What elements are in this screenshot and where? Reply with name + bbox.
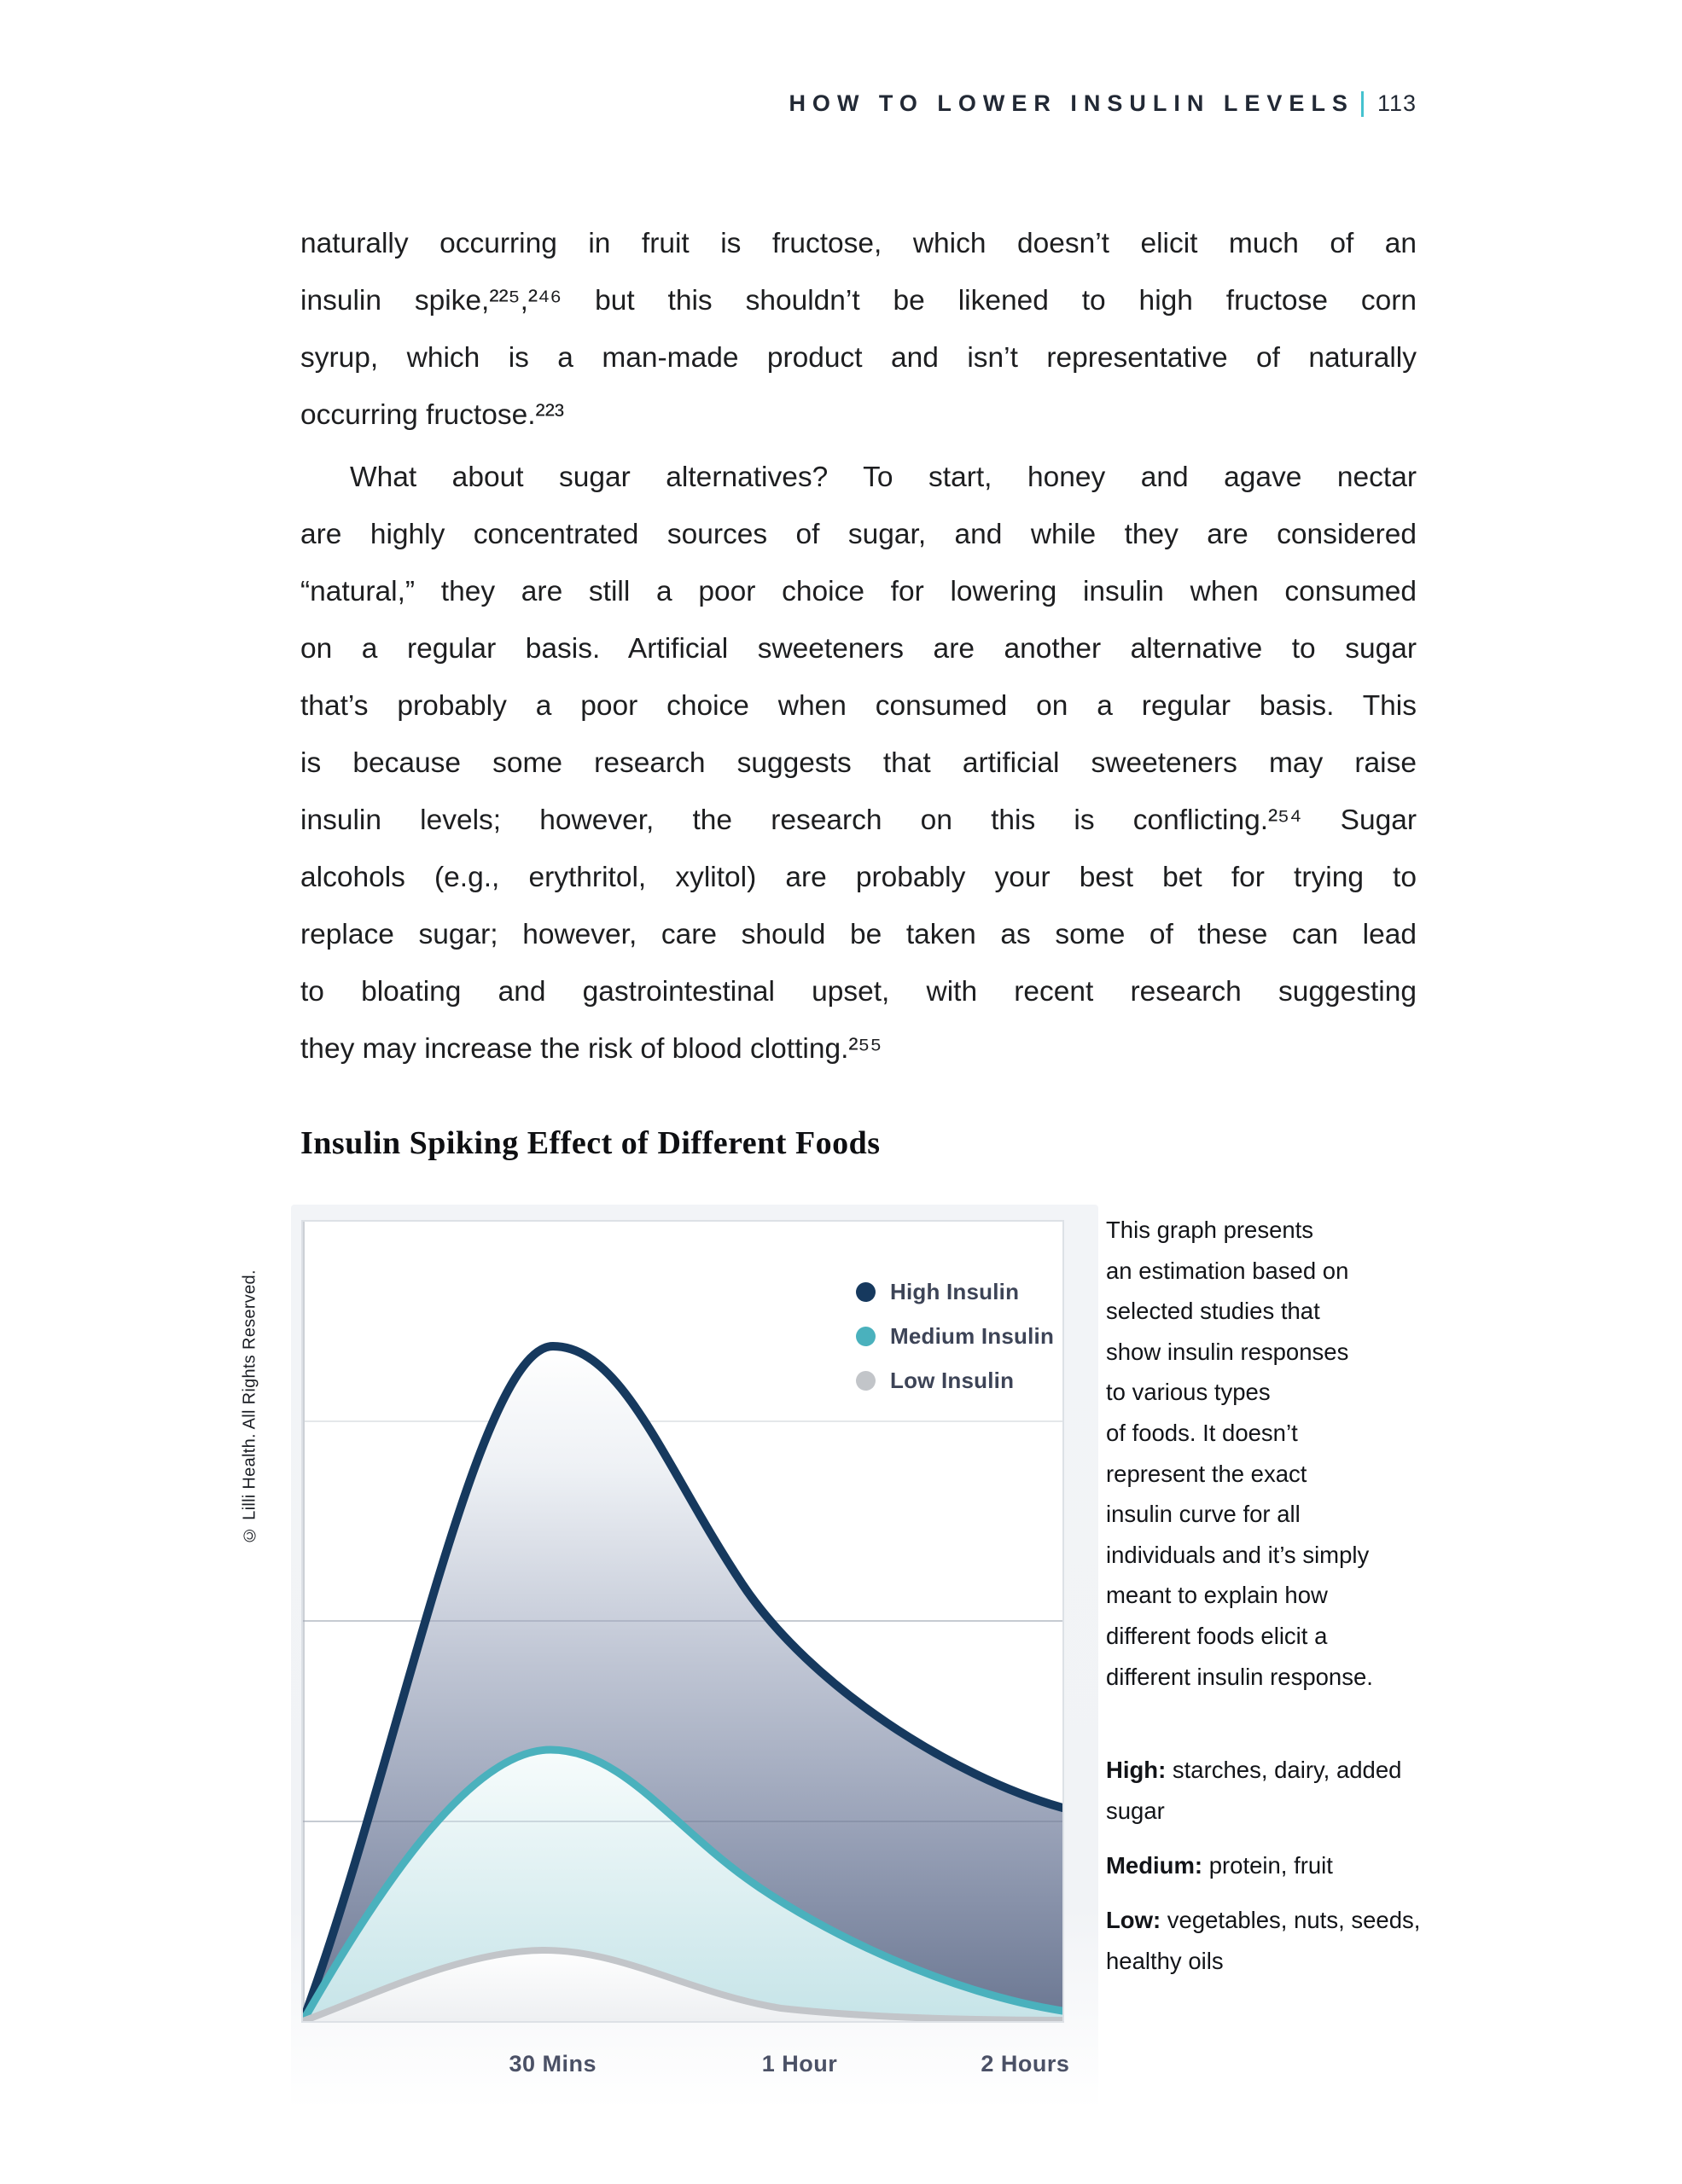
- caption-line: individuals and it’s simply: [1106, 1541, 1370, 1568]
- figure-title: Insulin Spiking Effect of Different Foods: [300, 1125, 881, 1161]
- legend-item: [856, 1358, 1054, 1403]
- body-line: “natural,” they are still a poor choice for lowering insulin when consumed: [300, 576, 1417, 607]
- caption-line: of foods. It doesn’t: [1106, 1419, 1298, 1446]
- paragraph: [300, 215, 1417, 444]
- caption-line: meant to explain how: [1106, 1582, 1328, 1609]
- body-line: to bloating and gastrointestinal upset, with recent research suggesting: [300, 976, 1417, 1008]
- legend-dot-icon: [856, 1371, 876, 1391]
- chart-legend: [856, 1269, 1054, 1403]
- caption-line: This graph presents: [1106, 1217, 1314, 1243]
- insulin-chart-panel: [291, 1205, 1098, 2109]
- insulin-chart-plot-area: [301, 1220, 1064, 2023]
- body-line: occurring fructose.²²³: [300, 399, 565, 431]
- key-term: Medium:: [1106, 1852, 1203, 1879]
- body-line: naturally occurring in fruit is fructose, which doesn’t elicit much of an: [300, 228, 1417, 259]
- body-line: that’s probably a poor choice when consumed on a regular basis. This: [300, 690, 1417, 722]
- legend-label: Low Insulin: [890, 1367, 1015, 1393]
- body-line: on a regular basis. Artificial sweeteners are another alternative to sugar: [300, 633, 1417, 665]
- key-description: starches, dairy, added sugar: [1106, 1757, 1402, 1825]
- body-line: syrup, which is a man-made product and isn’t representative of naturally: [300, 342, 1417, 374]
- key-term: Low:: [1106, 1907, 1161, 1934]
- body-line: replace sugar; however, care should be taken as some of these can lead: [300, 919, 1417, 950]
- legend-label: Medium Insulin: [890, 1322, 1055, 1349]
- header-divider-bar: [1361, 91, 1364, 117]
- x-tick-label: 1 Hour: [761, 2051, 838, 2077]
- body-line: are highly concentrated sources of sugar, and while they are considered: [300, 519, 1417, 550]
- key-item: [1106, 1750, 1456, 1832]
- caption-line: selected studies that: [1106, 1298, 1320, 1325]
- key-item: [1106, 1900, 1456, 1982]
- caption-line: represent the exact: [1106, 1460, 1307, 1487]
- key-description: vegetables, nuts, seeds, healthy oils: [1106, 1907, 1421, 1975]
- caption-line: insulin curve for all: [1106, 1501, 1301, 1528]
- x-tick-label: 2 Hours: [981, 2051, 1070, 2077]
- body-text: [300, 215, 1417, 1083]
- body-line: is because some research suggests that artificial sweeteners may raise: [300, 747, 1417, 779]
- body-line: they may increase the risk of blood clotting.²⁵⁵: [300, 1033, 882, 1065]
- figure-caption: [1106, 1210, 1456, 1697]
- figure-key: [1106, 1750, 1456, 1982]
- key-item: [1106, 1845, 1456, 1886]
- caption-line: different foods elicit a: [1106, 1622, 1328, 1649]
- caption-line: show insulin responses: [1106, 1338, 1349, 1365]
- legend-dot-icon: [856, 1282, 876, 1302]
- key-description: protein, fruit: [1202, 1852, 1333, 1879]
- legend-label: High Insulin: [890, 1278, 1020, 1304]
- paragraph: [300, 449, 1417, 1077]
- legend-item: [856, 1314, 1054, 1358]
- caption-line: to various types: [1106, 1379, 1271, 1406]
- page-number: 113: [1376, 90, 1417, 116]
- key-term: High:: [1106, 1757, 1167, 1784]
- x-axis-labels: [291, 2051, 1098, 2094]
- copyright-vertical-text: © Lilli Health. All Rights Reserved.: [240, 1269, 259, 1544]
- legend-dot-icon: [856, 1327, 876, 1346]
- x-tick-label: 30 Mins: [509, 2051, 597, 2077]
- running-title: HOW TO LOWER INSULIN LEVELS: [789, 90, 1354, 116]
- body-line: What about sugar alternatives? To start, honey and agave nectar: [350, 462, 1417, 493]
- body-line: alcohols (e.g., erythritol, xylitol) are probably your best bet for trying to: [300, 862, 1417, 893]
- page-header: [789, 90, 1417, 117]
- figure-sidebar: [1106, 1210, 1456, 1995]
- body-line: insulin levels; however, the research on this is conflicting.²⁵⁴ Sugar: [300, 804, 1417, 836]
- legend-item: [856, 1269, 1054, 1314]
- caption-line: different insulin response.: [1106, 1663, 1373, 1690]
- body-line: insulin spike,²²⁵,²⁴⁶ but this shouldn’t be likened to high fructose corn: [300, 285, 1417, 317]
- caption-line: an estimation based on: [1106, 1257, 1349, 1284]
